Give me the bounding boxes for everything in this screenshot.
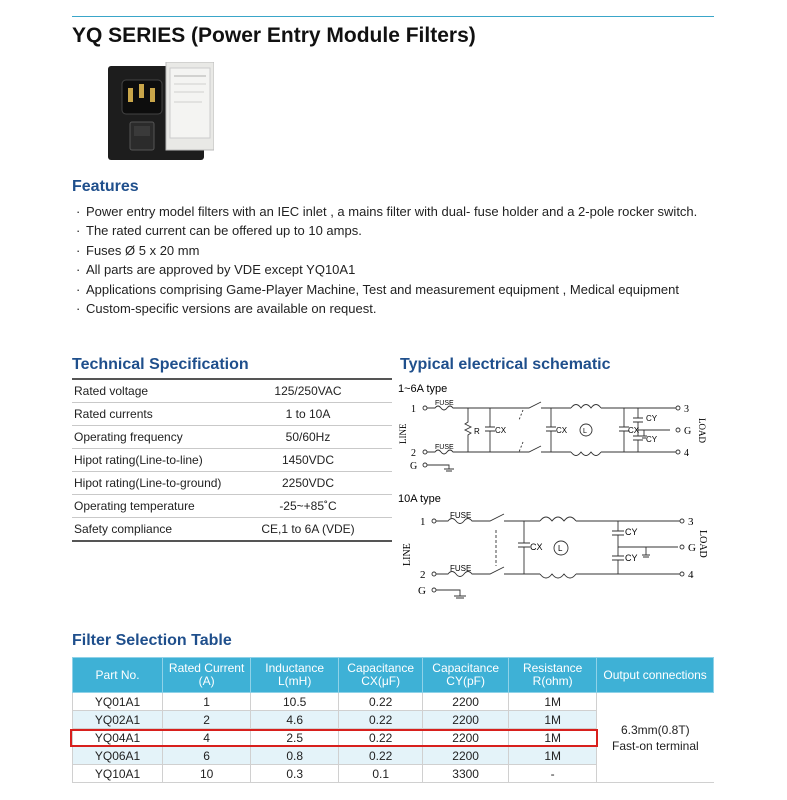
cy-label: CY: [625, 553, 638, 563]
cell: 0.22: [339, 729, 423, 747]
cell: 1: [163, 693, 251, 711]
table-row: [73, 693, 714, 711]
spec-row: [72, 518, 392, 542]
column-header: Resistance R(ohm): [509, 658, 597, 693]
feature-item: · All parts are approved by VDE except YQ10A1: [76, 260, 726, 279]
cx-label: CX: [530, 542, 543, 552]
column-header: Capacitance CY(pF): [423, 658, 509, 693]
cell: 2: [163, 711, 251, 729]
fuse-label: FUSE: [450, 511, 472, 520]
fuse-label: FUSE: [435, 400, 454, 407]
feature-item: · Power entry model filters with an IEC inlet , a mains filter with dual- fuse holder and a 2-pole rocker switch.: [76, 202, 726, 221]
schematic-1-6a: [396, 380, 716, 480]
cell: YQ02A1: [73, 711, 163, 729]
cell: 10.5: [251, 693, 339, 711]
cell: 2200: [423, 693, 509, 711]
cell: 6: [163, 747, 251, 765]
cell: 0.22: [339, 693, 423, 711]
feature-item: · Custom-specific versions are available on request.: [76, 299, 726, 318]
line-label: LINE: [398, 423, 408, 444]
tech-spec-heading: Technical Specification: [72, 356, 249, 373]
features-heading: Features: [72, 178, 139, 195]
spec-label: Rated currents: [74, 407, 153, 421]
column-header: Output connections: [597, 658, 714, 693]
node-2: 2: [411, 448, 416, 459]
line-label: LINE: [402, 543, 413, 566]
cell: YQ04A1: [73, 729, 163, 747]
node-g: G: [684, 426, 692, 437]
spec-row: [72, 449, 392, 472]
spec-value: 1450VDC: [281, 453, 335, 467]
schematic-type-label: 1~6A type: [398, 383, 448, 395]
spec-value: -25~+85˚C: [279, 499, 337, 513]
cell: 0.8: [251, 747, 339, 765]
column-header: Capacitance CX(μF): [339, 658, 423, 693]
l-label: L: [583, 428, 587, 435]
node-4: 4: [684, 448, 689, 459]
cx-label: CX: [628, 426, 640, 435]
schematic-10a: [396, 490, 716, 606]
output-connections-cell: [597, 693, 714, 783]
output-line: Fast-on terminal: [611, 738, 699, 753]
cy-label: CY: [646, 414, 658, 423]
load-label: LOAD: [697, 418, 707, 443]
cell: 1M: [509, 711, 597, 729]
cell: 2.5: [251, 729, 339, 747]
column-header: Rated Current (A): [163, 658, 251, 693]
spec-label: Operating frequency: [74, 430, 183, 444]
table-header-row: [73, 658, 714, 693]
fuse-label: FUSE: [435, 444, 454, 451]
spec-row: [72, 495, 392, 518]
spec-row: [72, 403, 392, 426]
cell: 4.6: [251, 711, 339, 729]
node-g: G: [410, 461, 418, 472]
spec-value: 50/60Hz: [285, 430, 331, 444]
node-g: G: [418, 585, 426, 597]
spec-value: 1 to 10A: [285, 407, 331, 421]
cx-label: CX: [495, 426, 507, 435]
node-2: 2: [420, 569, 426, 581]
cell: 0.22: [339, 711, 423, 729]
node-4: 4: [688, 569, 694, 581]
feature-item: · Fuses Ø 5 x 20 mm: [76, 241, 726, 260]
node-1: 1: [420, 516, 426, 528]
cell: 0.22: [339, 747, 423, 765]
features-list: [76, 202, 726, 318]
cell: 1M: [509, 729, 597, 747]
cell: -: [509, 765, 597, 783]
row-highlight-box: [70, 729, 598, 747]
cell: 1M: [509, 693, 597, 711]
cell: YQ01A1: [73, 693, 163, 711]
cy-label: CY: [646, 435, 658, 444]
cx-label: CX: [556, 426, 568, 435]
spec-label: Hipot rating(Line-to-ground): [74, 476, 222, 490]
column-header: Inductance L(mH): [251, 658, 339, 693]
cy-label: CY: [625, 527, 638, 537]
l-label: L: [558, 544, 563, 553]
cell: 0.3: [251, 765, 339, 783]
cell: 3300: [423, 765, 509, 783]
cell: 2200: [423, 729, 509, 747]
spec-value: CE,1 to 6A (VDE): [261, 522, 355, 536]
spec-row: [72, 378, 392, 403]
cell: YQ10A1: [73, 765, 163, 783]
spec-row: [72, 426, 392, 449]
tech-spec-table: [72, 378, 392, 542]
cell: YQ06A1: [73, 747, 163, 765]
node-1: 1: [411, 404, 416, 415]
cell: 0.1: [339, 765, 423, 783]
product-photo: [108, 62, 214, 166]
top-rule: [72, 16, 714, 17]
schematic-type-label: 10A type: [398, 493, 441, 505]
spec-label: Hipot rating(Line-to-line): [74, 453, 203, 467]
selection-heading: Filter Selection Table: [72, 632, 232, 649]
cell: 2200: [423, 747, 509, 765]
cell: 4: [163, 729, 251, 747]
spec-row: [72, 472, 392, 495]
spec-label: Safety compliance: [74, 522, 173, 536]
node-g: G: [688, 542, 696, 554]
load-label: LOAD: [697, 530, 708, 558]
spec-value: 2250VDC: [281, 476, 335, 490]
schematic-heading: Typical electrical schematic: [400, 356, 611, 373]
node-3: 3: [688, 516, 694, 528]
spec-label: Operating temperature: [74, 499, 195, 513]
feature-item: · Applications comprising Game-Player Machine, Test and measurement equipment , Medical equipment: [76, 280, 726, 299]
filter-selection-table: [72, 657, 714, 783]
cell: 2200: [423, 711, 509, 729]
cell: 10: [163, 765, 251, 783]
feature-item: · The rated current can be offered up to 10 amps.: [76, 221, 726, 240]
page-title: YQ SERIES (Power Entry Module Filters): [72, 24, 476, 47]
spec-value: 125/250VAC: [274, 384, 342, 398]
cell: 1M: [509, 747, 597, 765]
node-3: 3: [684, 404, 689, 415]
output-line: 6.3mm(0.8T): [621, 722, 690, 737]
fuse-label: FUSE: [450, 564, 472, 573]
r-label: R: [474, 427, 480, 436]
column-header: Part No.: [73, 658, 163, 693]
spec-label: Rated voltage: [74, 384, 149, 398]
